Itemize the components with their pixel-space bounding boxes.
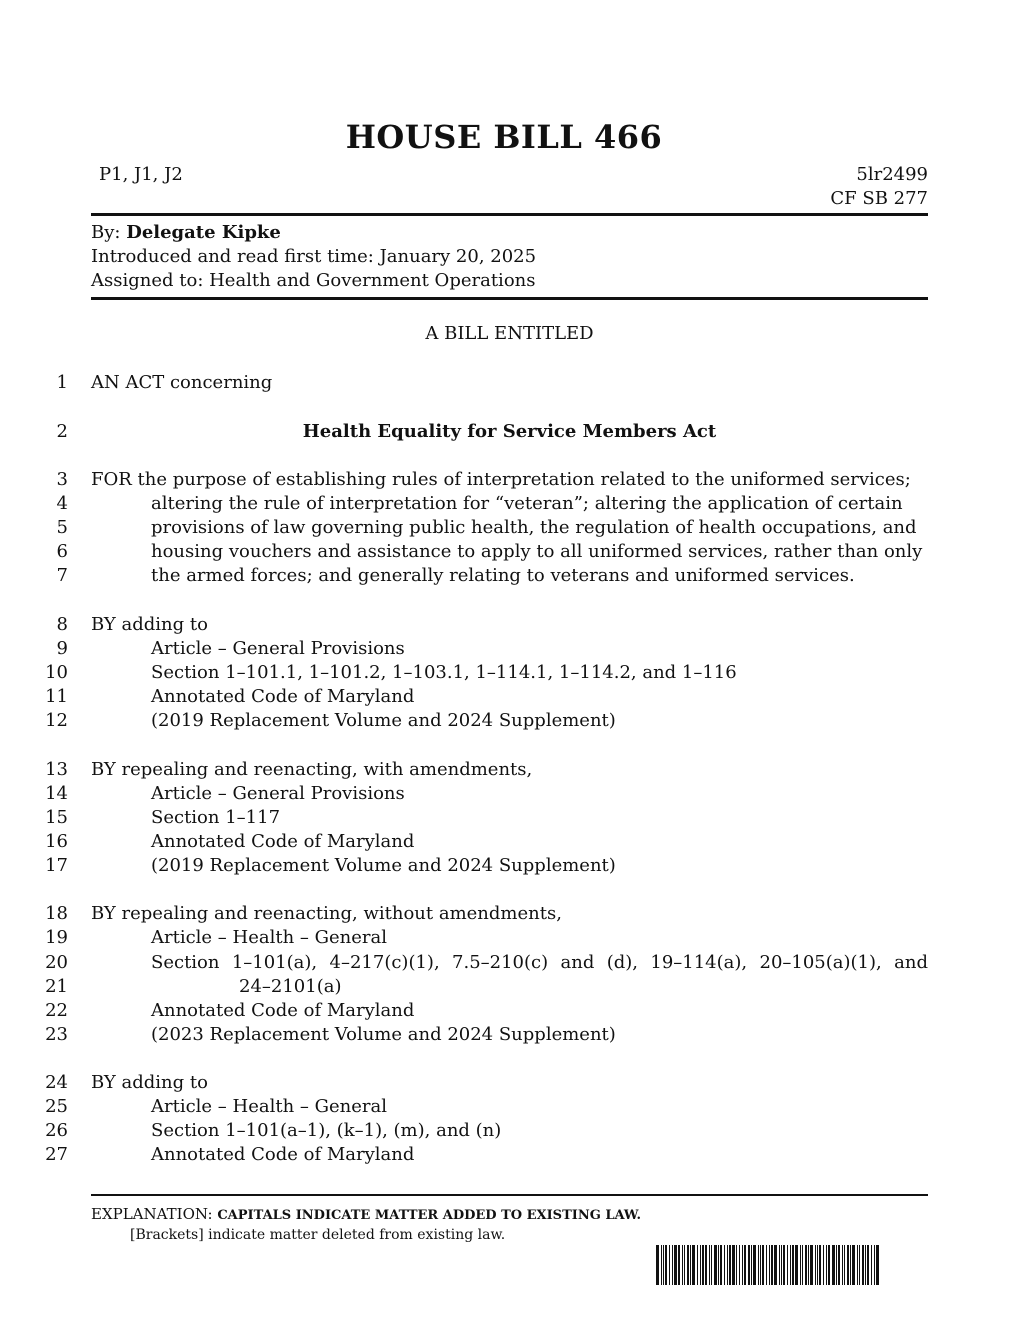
- line-number: 7: [56, 565, 68, 586]
- barcode-bar: [682, 1245, 683, 1285]
- volume-line: (2023 Replacement Volume and 2024 Supplement): [151, 1024, 616, 1045]
- section-continuation: 24–2101(a): [239, 976, 342, 997]
- code-line: Annotated Code of Maryland: [151, 1000, 415, 1021]
- barcode-bar: [871, 1245, 872, 1285]
- barcode-bar: [802, 1245, 803, 1285]
- barcode-bar: [862, 1245, 864, 1285]
- barcode-bar: [859, 1245, 860, 1285]
- barcode-bar: [697, 1245, 698, 1285]
- barcode-bar: [684, 1245, 685, 1285]
- barcode-bar: [732, 1245, 735, 1285]
- barcode-bar: [739, 1245, 740, 1285]
- line-number: 3: [56, 469, 68, 490]
- barcode-bar: [736, 1245, 737, 1285]
- code-line: Annotated Code of Maryland: [151, 686, 415, 707]
- volume-line: (2019 Replacement Volume and 2024 Supplement): [151, 710, 616, 731]
- barcode-bar: [808, 1245, 809, 1285]
- line-number: 25: [45, 1096, 68, 1117]
- barcode-bar: [720, 1245, 722, 1285]
- barcode-bar: [702, 1245, 704, 1285]
- word: 1–101(a),: [231, 952, 318, 973]
- barcode-bar: [819, 1245, 821, 1285]
- barcode-bar: [800, 1245, 801, 1285]
- barcode-bar: [656, 1245, 659, 1285]
- barcode-bar: [874, 1245, 875, 1285]
- section-heading: BY repealing and reenacting, without amendments,: [91, 903, 562, 924]
- line-number: 24: [45, 1072, 68, 1093]
- barcode-bar: [836, 1245, 837, 1285]
- line-number: 14: [45, 783, 68, 804]
- line-number: 5: [56, 517, 68, 538]
- barcode-bar: [850, 1245, 851, 1285]
- barcode-bar: [672, 1245, 673, 1285]
- barcode-bar: [665, 1245, 667, 1285]
- sponsor-name: Delegate Kipke: [126, 222, 281, 243]
- barcode-bar: [823, 1245, 824, 1285]
- barcode-bar: [700, 1245, 701, 1285]
- barcode-bar: [661, 1245, 662, 1285]
- purpose-line: altering the rule of interpretation for “veteran”; altering the application of certain: [151, 493, 903, 514]
- word: 20–105(a)(1),: [759, 952, 882, 973]
- line-number: 1: [56, 372, 68, 393]
- line-number: 26: [45, 1120, 68, 1141]
- introduced-line: Introduced and read first time: January 20, 2025: [91, 246, 537, 267]
- barcode-bar: [718, 1245, 719, 1285]
- code-line: Annotated Code of Maryland: [151, 831, 415, 852]
- barcode-bar: [690, 1245, 691, 1285]
- barcode-bar: [779, 1245, 780, 1285]
- barcode-bar: [842, 1245, 843, 1285]
- barcode-bar: [810, 1245, 813, 1285]
- barcode-bar: [751, 1245, 752, 1285]
- barcode-bar: [692, 1245, 695, 1285]
- purpose-line: provisions of law governing public health, the regulation of health occupations, and: [151, 517, 917, 538]
- line-number: 17: [45, 855, 68, 876]
- barcode-bar: [760, 1245, 761, 1285]
- barcode-bar: [790, 1245, 791, 1285]
- barcode-bar: [844, 1245, 845, 1285]
- explanation-label: EXPLANATION:: [91, 1205, 213, 1223]
- barcode-icon: [656, 1245, 904, 1285]
- barcode-bar: [783, 1245, 785, 1285]
- barcode-bar: [709, 1245, 710, 1285]
- word: 7.5–210(c): [452, 952, 549, 973]
- assigned-line: Assigned to: Health and Government Operations: [91, 270, 536, 291]
- line-number: 12: [45, 710, 68, 731]
- barcode-bar: [714, 1245, 717, 1285]
- barcode-bar: [876, 1245, 879, 1285]
- barcode-bar: [865, 1245, 866, 1285]
- cross-file: CF SB 277: [830, 188, 928, 209]
- barcode-bar: [748, 1245, 750, 1285]
- purpose-line: housing vouchers and assistance to apply to all uniformed services, rather than only: [151, 541, 923, 562]
- article-line: Article – General Provisions: [151, 783, 405, 804]
- word: 19–114(a),: [650, 952, 748, 973]
- barcode-bar: [762, 1245, 764, 1285]
- header-rule-top: [91, 213, 928, 216]
- barcode-bar: [758, 1245, 759, 1285]
- barcode-bar: [705, 1245, 707, 1285]
- barcode-bar: [828, 1245, 830, 1285]
- section-line: Section 1–101(a–1), (k–1), (m), and (n): [151, 1120, 502, 1141]
- barcode-bar: [774, 1245, 777, 1285]
- line-number: 6: [56, 541, 68, 562]
- purpose-line: FOR the purpose of establishing rules of interpretation related to the uniformed services;: [91, 469, 911, 490]
- barcode-bar: [771, 1245, 773, 1285]
- line-number: 21: [45, 976, 68, 997]
- barcode-bar: [753, 1245, 756, 1285]
- brackets-note: [Brackets] indicate matter deleted from existing law.: [130, 1227, 506, 1243]
- line-number: 20: [45, 952, 68, 973]
- barcode-bar: [817, 1245, 818, 1285]
- barcode-bar: [838, 1245, 840, 1285]
- line-number: 4: [56, 493, 68, 514]
- barcode-bar: [663, 1245, 664, 1285]
- section-heading: BY adding to: [91, 1072, 208, 1093]
- section-heading: BY adding to: [91, 614, 208, 635]
- barcode-bar: [847, 1245, 849, 1285]
- barcode-bar: [769, 1245, 770, 1285]
- barcode-bar: [805, 1245, 807, 1285]
- barcode-bar: [795, 1245, 798, 1285]
- barcode-bar: [857, 1245, 858, 1285]
- line-number: 11: [45, 686, 68, 707]
- subject-codes: P1, J1, J2: [99, 164, 183, 185]
- footer-rule: [91, 1194, 928, 1196]
- barcode-bar: [729, 1245, 731, 1285]
- line-number: 13: [45, 759, 68, 780]
- article-line: Article – General Provisions: [151, 638, 405, 659]
- barcode-bar: [742, 1245, 743, 1285]
- bill-entitled: A BILL ENTITLED: [425, 323, 594, 344]
- barcode-bar: [711, 1245, 712, 1285]
- barcode-bar: [826, 1245, 827, 1285]
- act-title: Health Equality for Service Members Act: [302, 421, 717, 442]
- bill-code: 5lr2499: [856, 164, 928, 185]
- article-line: Article – Health – General: [151, 927, 388, 948]
- barcode-bar: [781, 1245, 782, 1285]
- line-number: 18: [45, 903, 68, 924]
- barcode-bar: [766, 1245, 767, 1285]
- line-number: 2: [56, 421, 68, 442]
- barcode-bar: [687, 1245, 689, 1285]
- volume-line: (2019 Replacement Volume and 2024 Supplement): [151, 855, 616, 876]
- explanation-line: [91, 1205, 641, 1223]
- barcode-bar: [832, 1245, 835, 1285]
- sponsor-by-label: By:: [91, 222, 121, 243]
- section-heading: BY repealing and reenacting, with amendments,: [91, 759, 533, 780]
- purpose-line: the armed forces; and generally relating to veterans and uniformed services.: [151, 565, 855, 586]
- line-number: 19: [45, 927, 68, 948]
- section-line-justified: [151, 952, 928, 973]
- word: 4–217(c)(1),: [329, 952, 440, 973]
- capitals-note: CAPITALS INDICATE MATTER ADDED TO EXISTING LAW.: [217, 1208, 642, 1223]
- line-number: 10: [45, 662, 68, 683]
- section-line: Section 1–101.1, 1–101.2, 1–103.1, 1–114.1, 1–114.2, and 1–116: [151, 662, 737, 683]
- line-number: 16: [45, 831, 68, 852]
- code-line: Annotated Code of Maryland: [151, 1144, 415, 1165]
- barcode-bar: [792, 1245, 794, 1285]
- line-number: 27: [45, 1144, 68, 1165]
- barcode-bar: [669, 1245, 670, 1285]
- line-number: 9: [56, 638, 68, 659]
- barcode-bar: [744, 1245, 746, 1285]
- header-rule-bottom: [91, 297, 928, 300]
- word: and: [894, 952, 928, 973]
- bill-title: HOUSE BILL 466: [345, 118, 663, 156]
- line-number: 22: [45, 1000, 68, 1021]
- barcode-bar: [727, 1245, 728, 1285]
- barcode-bar: [678, 1245, 680, 1285]
- barcode-bar: [724, 1245, 725, 1285]
- act-concerning: AN ACT concerning: [91, 372, 273, 393]
- line-number: 23: [45, 1024, 68, 1045]
- barcode-bar: [867, 1245, 869, 1285]
- line-number: 15: [45, 807, 68, 828]
- line-number: 8: [56, 614, 68, 635]
- barcode-bar: [674, 1245, 677, 1285]
- barcode-bar: [815, 1245, 816, 1285]
- article-line: Article – Health – General: [151, 1096, 388, 1117]
- section-line: Section 1–117: [151, 807, 281, 828]
- barcode-bar: [787, 1245, 788, 1285]
- word: Section: [151, 952, 220, 973]
- sponsor-line: [91, 222, 281, 243]
- word: (d),: [606, 952, 639, 973]
- barcode-bar: [852, 1245, 855, 1285]
- word: and: [560, 952, 595, 973]
